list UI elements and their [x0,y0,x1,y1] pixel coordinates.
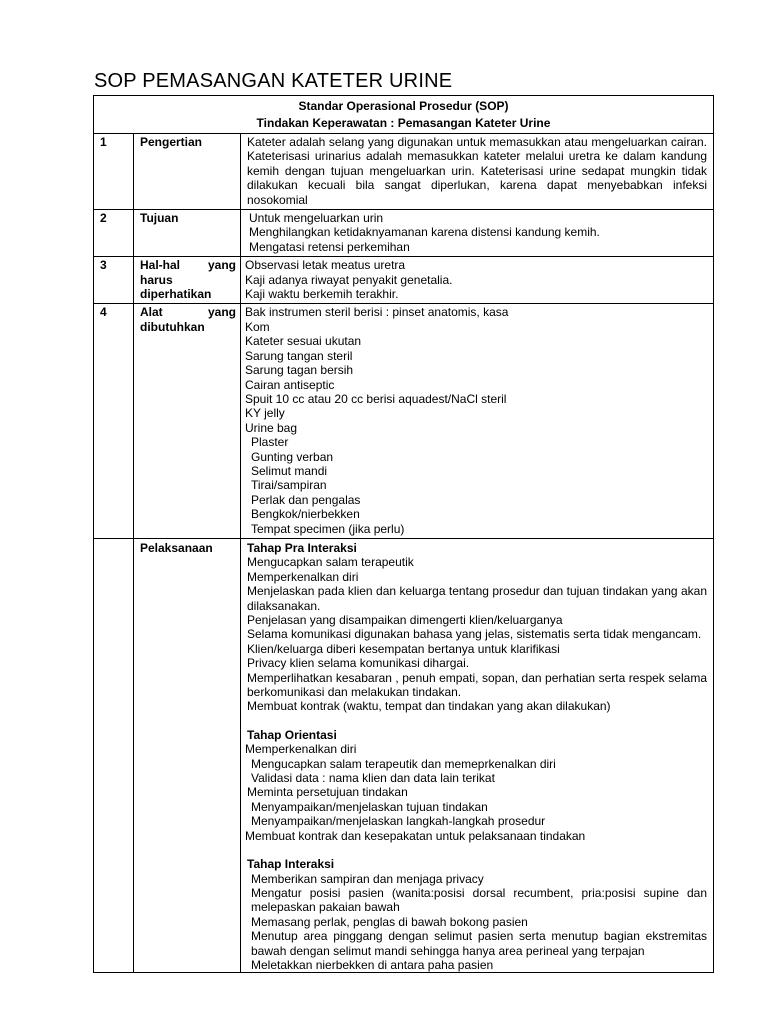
list-item: Spuit 10 cc atau 20 cc berisi aquadest/NaCl steril [245,391,507,406]
row-label [134,304,241,539]
list-item: Plaster [251,435,289,450]
list-item: Sarung tangan steril [245,348,353,363]
list-item: Observasi letak meatus uretra [245,258,406,273]
row-label-text: Alat yang dibutuhkan [140,305,236,334]
row-content [241,538,714,972]
row-content [241,257,714,304]
list-item: Membuat kontrak (waktu, tempat dan tindakan yang akan dilakukan) [247,699,611,714]
list-item: Urine bag [245,420,298,435]
list-item: Tirai/sampiran [251,478,327,493]
row-content [241,134,714,210]
list-item: KY jelly [245,406,285,421]
header-line-1: Standar Operasional Prosedur (SOP) [298,99,509,113]
list-item: Mengatur posisi pasien (wanita:posisi dorsal recumbent, pria:posisi supine dan melepaskan pakaian bawah [251,885,707,915]
list-item: Cairan antiseptic [245,377,335,392]
list-item: Bengkok/nierbekken [251,507,360,522]
row-content [241,210,714,257]
list-item: Perlak dan pengalas [251,492,361,507]
list-item: Menghilangkan ketidaknyamanan karena distensi kandung kemih. [249,225,600,240]
list-item: Memperlihatkan kesabaran , penuh empati, sopan, dan perhatian serta respek selama berkomunikasi dan melakukan tindakan. [247,670,707,700]
list-item: Gunting verban [251,449,334,464]
row-number [94,538,134,972]
row-label [134,210,241,257]
list-item: Penjelasan yang disampaikan dimengerti klien/keluarganya [247,613,563,627]
list-item: Menjelaskan pada klien dan keluarga tentang prosedur dan tujuan tindakan yang akan dilaksanakan. [247,584,707,613]
list-item: Selimut mandi [251,463,328,478]
list-item: Bak instrumen steril berisi : pinset anatomis, kasa [245,305,509,320]
document-title: SOP PEMASANGAN KATETER URINE [94,70,453,92]
list-item: Meminta persetujuan tindakan [247,785,408,800]
list-item: Memberikan sampiran dan menjaga privacy [251,871,484,886]
table-row [94,257,714,304]
row-number: 3 [94,257,134,304]
row-number: 1 [94,134,134,210]
row-label-text: Hal-hal yang harus diperhatikan [140,258,236,302]
section-title: Tahap Pra Interaksi [247,540,357,555]
list-item: Membuat kontrak dan kesepakatan untuk pelaksanaan tindakan [245,828,586,843]
list-item: Kom [245,319,270,334]
row-label-text: Pelaksanaan [140,540,213,555]
list-item: Memasang perlak, penglas di bawah bokong pasien [251,914,528,929]
definition-text: Kateter adalah selang yang digunakan untuk memasukkan atau mengeluarkan cairan. Kateterisasi urinarius adalah memasukkan kateter melalui uretra ke dalam kandung kemih dengan tujuan mengeluarkan urin. Kateterisasi urine sedapat mungkin tidak dilakukan kecuali bila sangat diperlukan, karena dapat menyebabkan infeksi nosokomial [247,135,707,207]
row-number: 4 [94,304,134,539]
list-item: Validasi data : nama klien dan data lain terikat [251,771,495,786]
list-item: Kaji waktu berkemih terakhir. [245,287,399,302]
section-title: Tahap Orientasi [247,727,337,742]
list-item: Mengucapkan salam terapeutik [247,555,414,570]
list-item: Selama komunikasi digunakan bahasa yang jelas, sistematis serta tidak mengancam. [247,627,702,642]
list-item: Kateter sesuai ukutan [245,334,362,349]
row-label-text: Pengertian [140,135,203,149]
row-number: 2 [94,210,134,257]
list-item: Privacy klien selama komunikasi dihargai. [247,656,470,671]
list-item: Menyampaikan/menjelaskan langkah-langkah prosedur [251,814,546,829]
table-row [94,210,714,257]
list-item: Menyampaikan/menjelaskan tujuan tindakan [251,799,488,814]
list-item: Memperkenalkan diri [247,569,359,584]
list-item: Untuk mengeluarkan urin [249,211,384,226]
row-content [241,304,714,539]
list-item: Memperkenalkan diri [245,742,357,757]
row-label-text: Tujuan [140,211,179,226]
table-header-row [94,96,714,134]
list-item: Kaji adanya riwayat penyakit genetalia. [245,272,453,287]
list-item: Tempat specimen (jika perlu) [251,521,405,536]
row-label [134,538,241,972]
row-label [134,134,241,210]
list-item: Klien/keluarga diberi kesempatan bertanya untuk klarifikasi [247,641,560,656]
section-title: Tahap Interaksi [247,857,335,872]
header-line-2: Tindakan Keperawatan : Pemasangan Kateter Urine [256,116,551,130]
list-item: Menutup area pinggang dengan selimut pasien serta menutup bagian ekstremitas bawah dengan selimut mandi sehingga hanya area perineal yang terpajan [251,929,707,958]
sop-table [93,95,714,973]
table-row [94,304,714,539]
table-header [94,96,714,134]
table-row [94,134,714,210]
row-label [134,257,241,304]
list-item: Sarung tagan bersih [245,363,354,378]
list-item: Meletakkan nierbekken di antara paha pasien [251,957,494,972]
table-row [94,538,714,972]
list-item: Mengucapkan salam terapeutik dan memeprkenalkan diri [251,756,556,771]
list-item: Mengatasi retensi perkemihan [249,239,410,254]
